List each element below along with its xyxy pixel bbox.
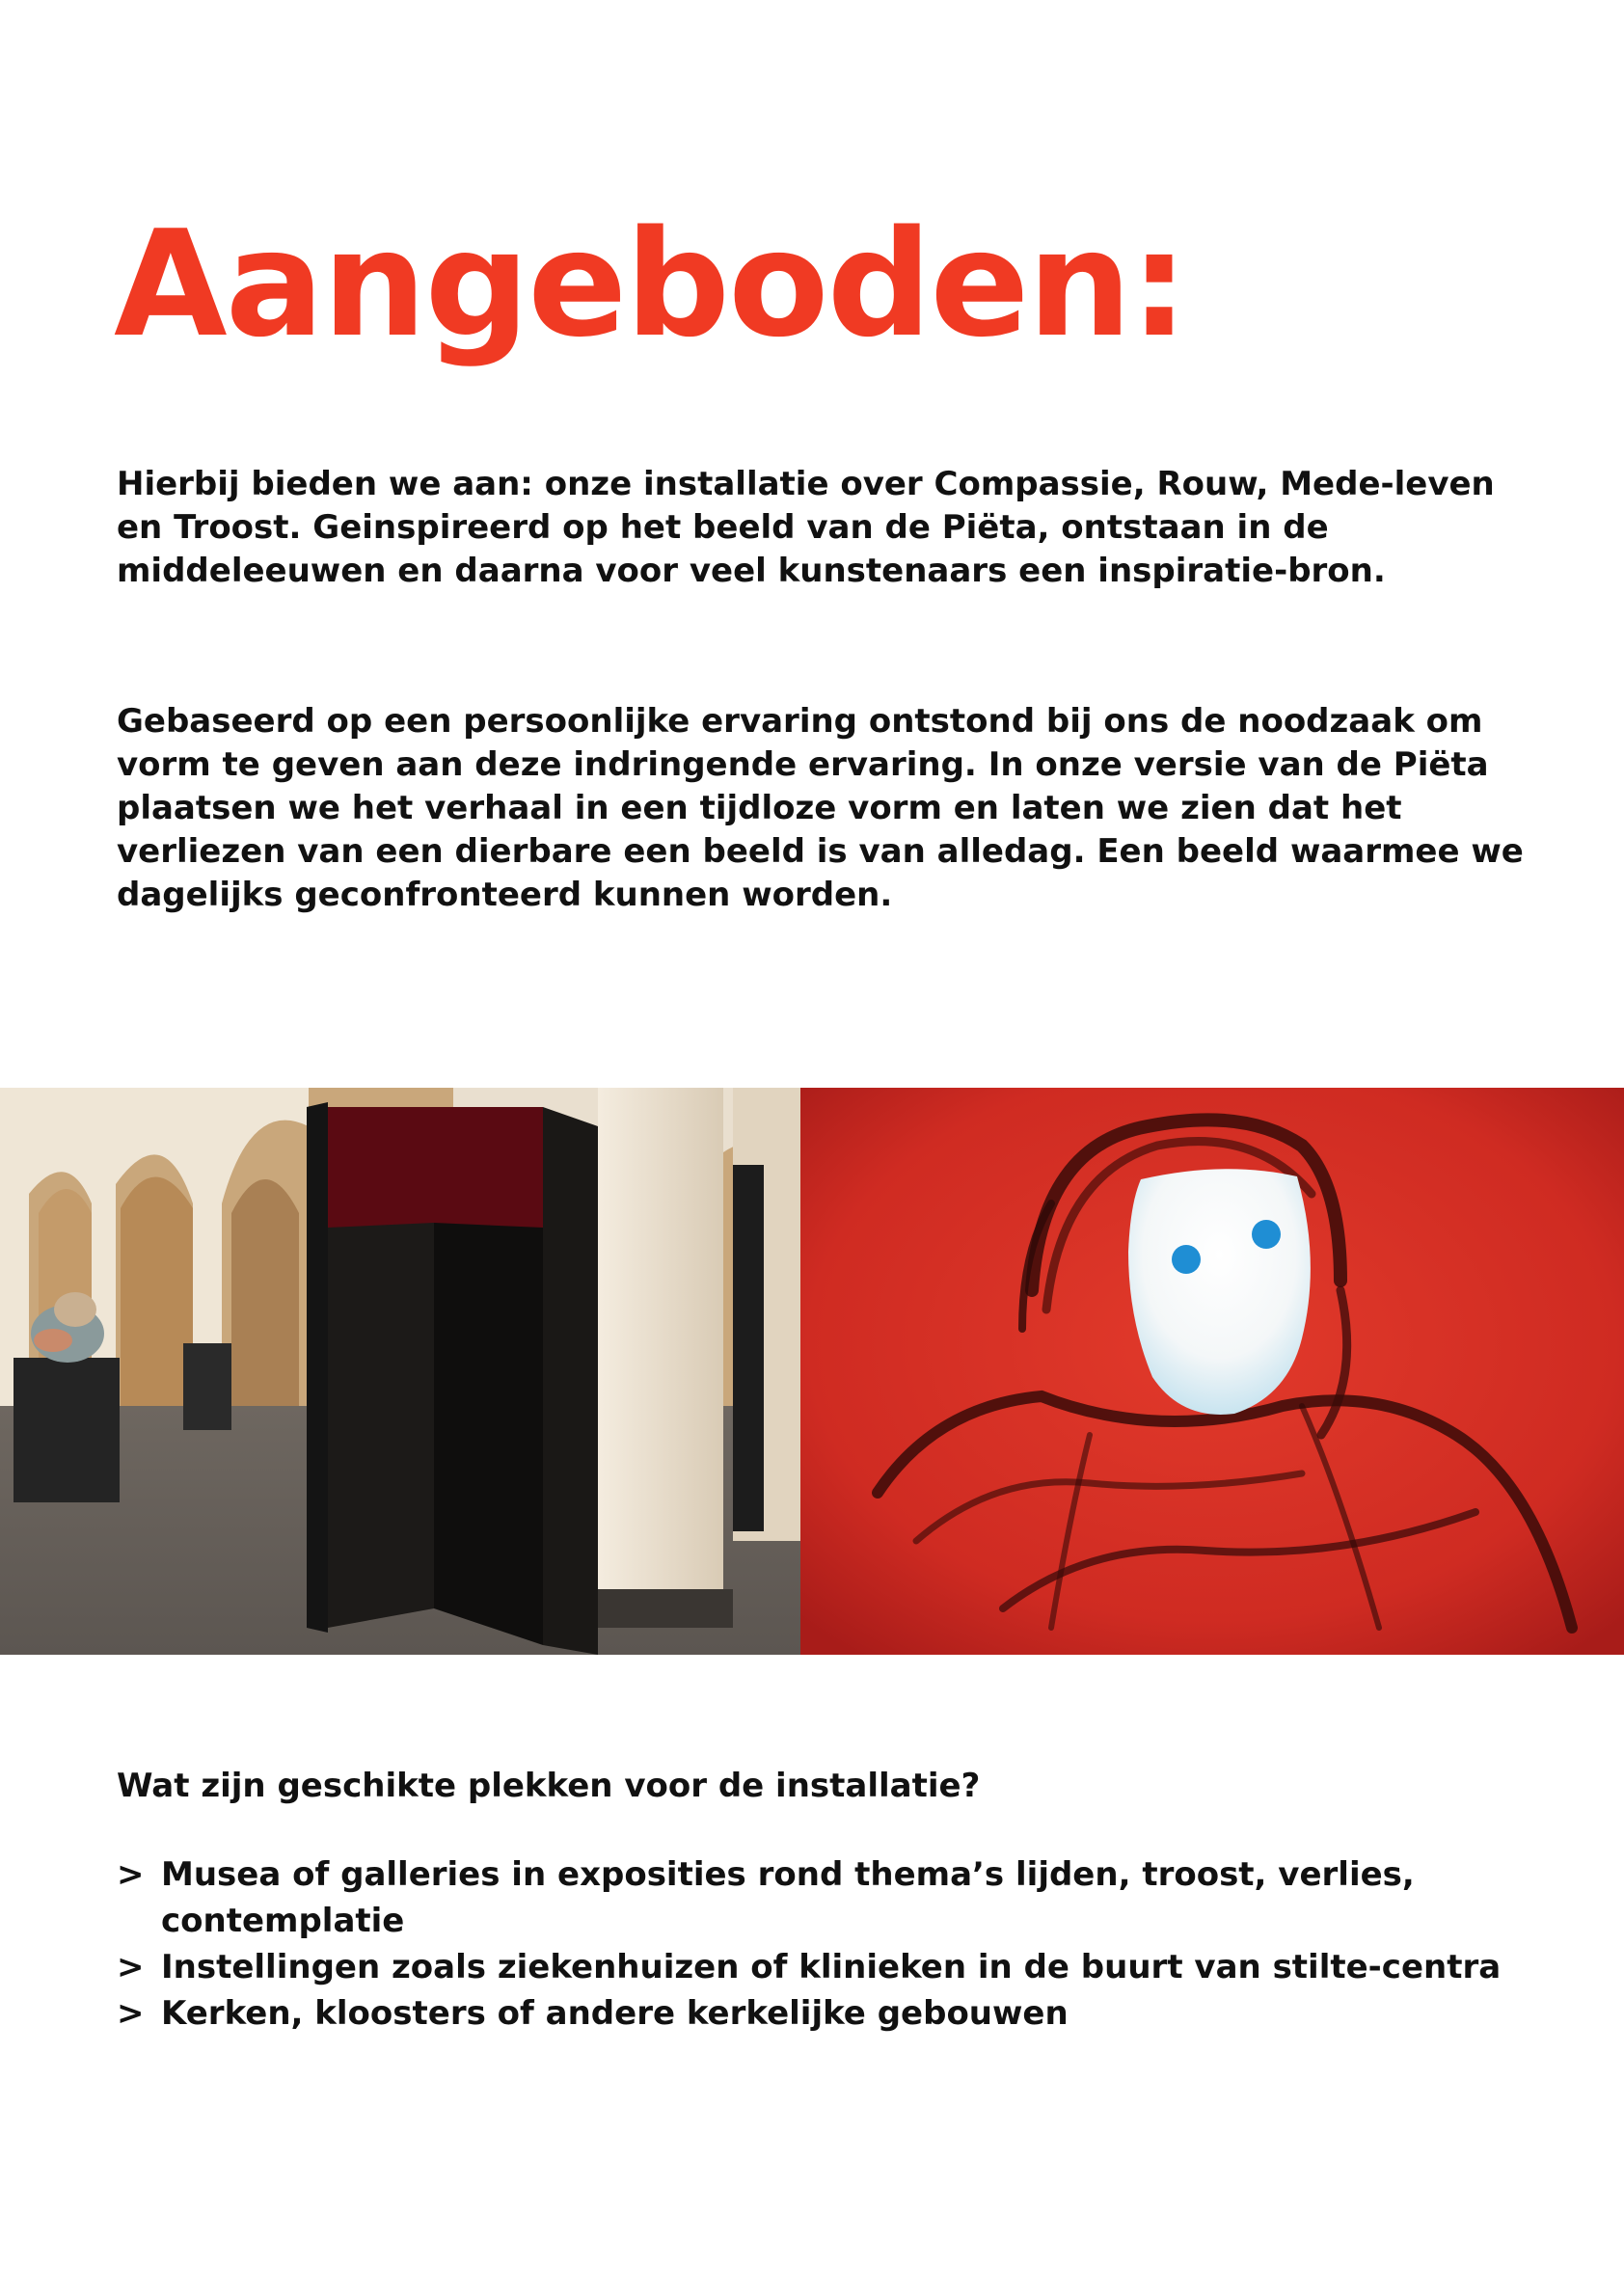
list-item-text: Musea of galleries in exposities rond thema’s lijden, troost, verlies, contemplatie: [161, 1855, 1415, 1940]
list-item-text: Kerken, kloosters of andere kerkelijke gebouwen: [161, 1994, 1069, 2033]
list-marker: >: [117, 1994, 145, 2033]
places-question: Wat zijn geschikte plekken voor de installatie?: [117, 1767, 981, 1805]
list-marker: >: [117, 1948, 145, 1986]
intro-paragraph: Hierbij bieden we aan: onze installatie over Compassie, Rouw, Mede-leven en Troost. Geinspireerd op het beeld van de Piëta, ontstaan in de middeleeuwen en daarna voor veel kunstenaars een inspiratie-bron.: [117, 465, 1495, 590]
list-item: [117, 1990, 1544, 2037]
page-title: Aangeboden:: [114, 199, 1187, 369]
story-paragraph: Gebaseerd op een persoonlijke ervaring ontstond bij ons de noodzaak om vorm te geven aan deze indringende ervaring. In onze versie van de Piëta plaatsen we het verhaal in een tijdloze vorm en laten we zien dat het verliezen van een dierbare een beeld is van alledag. Een beeld waarmee we dagelijks geconfronteerd kunnen worden.: [117, 702, 1524, 914]
list-item-text: Instellingen zoals ziekenhuizen of klinieken in de buurt van stilte-centra: [161, 1948, 1502, 1986]
painting-red-figure: [800, 1088, 1624, 1655]
list-item: [117, 1944, 1544, 1990]
list-item: [117, 1851, 1544, 1944]
photo-strip: [0, 1088, 1624, 1655]
places-list: [117, 1851, 1544, 2037]
list-marker: >: [117, 1855, 145, 1894]
installation-photo: [0, 1088, 800, 1655]
